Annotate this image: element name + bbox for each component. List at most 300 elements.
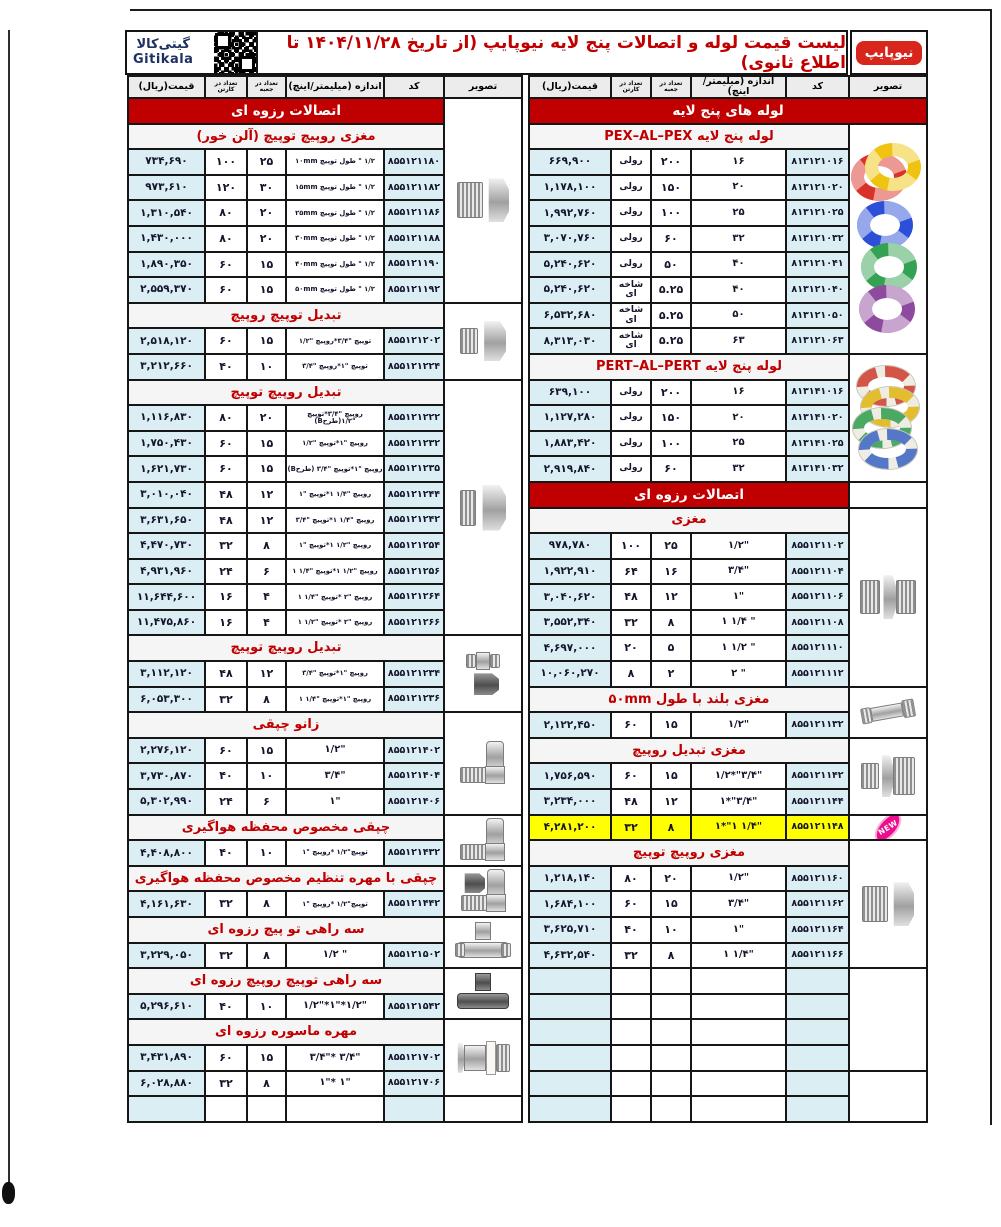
price-cell: ۶۳۹,۱۰۰ (530, 381, 610, 405)
box-qty-cell: ۶ (248, 790, 285, 814)
carton-qty-cell: ۶۰ (206, 457, 246, 481)
box-qty-cell (652, 969, 690, 993)
price-cell: ۳,۰۱۰,۰۴۰ (129, 483, 204, 507)
box-qty-cell: ۱۰۰ (652, 432, 690, 456)
code-cell: ۸۵۵۱۲۱۱۸۸ (385, 227, 443, 251)
code-cell (385, 1097, 443, 1121)
box-qty-cell: ۴ (248, 611, 285, 635)
product-image-empty (850, 483, 926, 507)
fittings-table-left (127, 75, 523, 1123)
code-cell: ۸۵۵۱۲۱۴۴۲ (385, 892, 443, 916)
size-cell: توپیچ "۱*روپیچ "۳/۴ (287, 355, 383, 379)
price-cell: ۵,۲۴۰,۶۲۰ (530, 253, 610, 277)
section-header: مغزی تبدیل روپیچ (530, 739, 848, 763)
section-header: تبدیل روپیچ توپیچ (129, 381, 443, 405)
code-cell: ۸۱۳۱۲۱۰۵۰ (787, 304, 848, 328)
size-cell: ۵۰ (692, 304, 785, 328)
price-cell: ۷۳۴,۶۹۰ (129, 150, 204, 174)
new-badge-icon: NEW (850, 816, 926, 840)
box-qty-cell: ۲۵ (248, 150, 285, 174)
size-cell: ۱/۲" (287, 739, 383, 763)
code-cell: ۸۵۵۱۲۱۲۲۲ (385, 406, 443, 430)
price-cell (129, 1097, 204, 1121)
code-cell: ۸۵۵۱۲۱۱۰۲ (787, 534, 848, 558)
section-header: مهره ماسوره رزوه ای (129, 1020, 443, 1044)
size-cell: ۱ ۱/۴" (692, 944, 785, 968)
price-cell: ۱,۱۱۶,۸۳۰ (129, 406, 204, 430)
box-qty-cell: ۱۵ (248, 278, 285, 302)
size-cell (692, 1046, 785, 1070)
carton-qty-cell: ۳۲ (206, 1072, 246, 1096)
code-cell: ۸۱۳۱۲۱۰۱۶ (787, 150, 848, 174)
price-cell: ۳,۰۷۰,۷۶۰ (530, 227, 610, 251)
section-header: چپقی مخصوص محفظه هواگیری (129, 816, 443, 840)
price-cell: ۲,۹۱۹,۸۴۰ (530, 457, 610, 481)
carton-qty-cell: ۳۲ (206, 688, 246, 712)
box-qty-cell (652, 1046, 690, 1070)
column-header-per-carton: تعداد در کارتن (206, 77, 246, 97)
code-cell (787, 1097, 848, 1121)
code-cell: ۸۵۵۱۲۱۲۴۲ (385, 509, 443, 533)
box-qty-cell: ۱۰ (248, 841, 285, 865)
code-cell: ۸۵۵۱۲۱۱۳۲ (787, 713, 848, 737)
page-frame-top (130, 9, 992, 11)
price-cell: ۴,۴۰۸,۸۰۰ (129, 841, 204, 865)
size-cell: ۱/۲" (692, 713, 785, 737)
carton-qty-cell (612, 995, 650, 1019)
code-cell: ۸۵۵۱۲۱۱۹۲ (385, 278, 443, 302)
size-cell: ۱" (287, 790, 383, 814)
box-qty-cell: ۲۰ (248, 406, 285, 430)
box-qty-cell: ۸ (248, 944, 285, 968)
product-image-elbow (445, 816, 521, 865)
size-cell: ۲۰ (692, 406, 785, 430)
box-qty-cell: ۸ (652, 816, 690, 840)
price-cell: ۱,۸۸۳,۴۲۰ (530, 432, 610, 456)
code-cell: ۸۵۵۱۲۱۲۳۶ (385, 688, 443, 712)
box-qty-cell: ۲ (652, 662, 690, 686)
box-qty-cell: ۱۰۰ (652, 201, 690, 225)
code-cell: ۸۱۳۱۴۱۰۲۰ (787, 406, 848, 430)
carton-qty-cell: ۸۰ (206, 227, 246, 251)
size-cell: ۱/۲" (692, 534, 785, 558)
box-qty-cell: ۱۲ (652, 585, 690, 609)
carton-qty-cell: ۳۲ (206, 892, 246, 916)
carton-qty-cell: ۴۰ (206, 764, 246, 788)
code-cell: ۸۵۵۱۲۱۱۴۸ (787, 816, 848, 840)
code-cell: ۸۵۵۱۲۱۲۰۲ (385, 329, 443, 353)
box-qty-cell: ۱۰ (248, 764, 285, 788)
newpipe-logo-box (850, 30, 928, 75)
price-cell: ۳,۴۳۱,۸۹۰ (129, 1046, 204, 1070)
price-cell (530, 1020, 610, 1044)
size-cell: روپیچ "۱/۴ ۱*توپیچ "۳/۴ (287, 509, 383, 533)
carton-qty-cell: ۳۲ (612, 611, 650, 635)
size-cell (692, 995, 785, 1019)
carton-qty-cell (206, 1097, 246, 1121)
size-cell: ۲ " (692, 662, 785, 686)
code-cell: ۸۱۳۱۴۱۰۲۵ (787, 432, 848, 456)
carton-qty-cell: ۱۶ (206, 611, 246, 635)
box-qty-cell (248, 1097, 285, 1121)
carton-qty-cell: ۶۰ (206, 329, 246, 353)
price-cell: ۳,۶۲۵,۷۱۰ (530, 918, 610, 942)
product-image-tee-dark (445, 969, 521, 1018)
column-header-per-box: تعداد در جعبه (248, 77, 285, 97)
size-cell: ۱/۲ " طول توپیچ ۱۰mm (287, 150, 383, 174)
code-cell: ۸۵۵۱۲۱۱۶۲ (787, 892, 848, 916)
product-image-tee (445, 918, 521, 967)
price-cell: ۱,۱۷۸,۱۰۰ (530, 176, 610, 200)
size-cell: ۴۰ (692, 278, 785, 302)
price-cell: ۸,۳۱۳,۰۳۰ (530, 329, 610, 353)
column-header-price: قیمت(ریال) (530, 77, 610, 97)
code-cell: ۸۵۵۱۲۱۷۰۶ (385, 1072, 443, 1096)
carton-qty-cell: ۶۰ (612, 713, 650, 737)
carton-qty-cell: ۱۰۰ (612, 534, 650, 558)
box-qty-cell: ۱۰ (652, 918, 690, 942)
box-qty-cell: ۶ (248, 560, 285, 584)
carton-qty-cell: ۶۰ (206, 278, 246, 302)
size-cell: ۱/۲ " طول توپیچ ۵۰mm (287, 278, 383, 302)
carton-qty-cell: شاخه ای (612, 329, 650, 353)
size-cell: ۱/۲" (692, 867, 785, 891)
code-cell: ۸۱۳۱۲۱۰۲۰ (787, 176, 848, 200)
carton-qty-cell: رولی (612, 176, 650, 200)
code-cell: ۸۵۵۱۲۱۲۴۴ (385, 483, 443, 507)
carton-qty-cell: ۶۰ (206, 253, 246, 277)
box-qty-cell: ۸ (248, 688, 285, 712)
price-cell: ۵,۲۴۰,۶۲۰ (530, 278, 610, 302)
price-cell: ۴,۲۸۱,۲۰۰ (530, 816, 610, 840)
product-image-reducing-socket (445, 304, 521, 379)
carton-qty-cell: ۶۰ (206, 739, 246, 763)
box-qty-cell (652, 1072, 690, 1096)
column-header-image: تصویر (850, 77, 926, 97)
price-cell: ۶,۰۲۸,۸۸۰ (129, 1072, 204, 1096)
section-header: مغزی (530, 509, 848, 533)
box-qty-cell (652, 1020, 690, 1044)
code-cell (787, 1020, 848, 1044)
code-cell: ۸۵۵۱۲۱۱۶۰ (787, 867, 848, 891)
box-qty-cell: ۸ (652, 944, 690, 968)
box-qty-cell: ۵.۲۵ (652, 329, 690, 353)
carton-qty-cell: ۴۰ (612, 918, 650, 942)
scan-artifact (2, 1182, 15, 1204)
price-cell: ۱,۹۹۲,۷۶۰ (530, 201, 610, 225)
code-cell: ۸۵۵۱۲۱۲۵۴ (385, 534, 443, 558)
product-image-reducing-bush (445, 381, 521, 635)
column-header-size: اندازه (میلیمتر/اینچ) (692, 77, 785, 97)
price-cell: ۱,۹۲۲,۹۱۰ (530, 560, 610, 584)
category-banner: اتصالات رزوه ای (530, 483, 848, 507)
size-cell: ۱/۲ " طول توپیچ ۳۰mm (287, 227, 383, 251)
carton-qty-cell: ۳۲ (206, 534, 246, 558)
size-cell: ۳/۴" (692, 892, 785, 916)
price-cell: ۱,۲۱۸,۱۴۰ (530, 867, 610, 891)
size-cell: توپیچ"۱/۲ *روپیچ "۱ (287, 892, 383, 916)
size-cell: ۶۳ (692, 329, 785, 353)
section-header: تبدیل روپیچ توپیچ (129, 636, 443, 660)
box-qty-cell: ۱۰ (248, 995, 285, 1019)
price-cell: ۶۶۹,۹۰۰ (530, 150, 610, 174)
section-header: مغزی روپیچ توپیچ (530, 841, 848, 865)
code-cell: ۸۵۵۱۲۱۲۳۵ (385, 457, 443, 481)
size-cell (287, 1097, 383, 1121)
box-qty-cell: ۲۰ (652, 867, 690, 891)
code-cell: ۸۵۵۱۲۱۱۴۴ (787, 790, 848, 814)
product-image-bushing-coupling (445, 99, 521, 302)
price-cell: ۴,۶۳۲,۵۴۰ (530, 944, 610, 968)
price-cell: ۳,۱۱۲,۱۲۰ (129, 662, 204, 686)
column-header-image: تصویر (445, 77, 521, 97)
carton-qty-cell: ۲۰ (612, 636, 650, 660)
price-cell: ۲,۵۵۹,۳۷۰ (129, 278, 204, 302)
code-cell: ۸۵۵۱۲۱۲۳۴ (385, 662, 443, 686)
section-header: مغزی بلند با طول ۵۰mm (530, 688, 848, 712)
price-cell: ۶,۵۳۲,۶۸۰ (530, 304, 610, 328)
box-qty-cell: ۵۰ (652, 253, 690, 277)
price-cell (530, 1097, 610, 1121)
box-qty-cell: ۱۰ (248, 355, 285, 379)
code-cell: ۸۵۵۱۲۱۵۰۲ (385, 944, 443, 968)
code-cell: ۸۵۵۱۲۱۲۲۴ (385, 355, 443, 379)
box-qty-cell: ۱۵ (248, 432, 285, 456)
product-image-elbow (445, 713, 521, 813)
size-cell: ۱/۲ " طول توپیچ ۲۵mm (287, 201, 383, 225)
carton-qty-cell: رولی (612, 432, 650, 456)
carton-qty-cell: ۲۴ (206, 560, 246, 584)
box-qty-cell: ۱۲ (652, 790, 690, 814)
price-cell: ۴,۴۷۰,۷۳۰ (129, 534, 204, 558)
box-qty-cell: ۸ (652, 611, 690, 635)
column-header-code: کد (385, 77, 443, 97)
code-cell: ۸۵۵۱۲۱۲۶۶ (385, 611, 443, 635)
box-qty-cell: ۱۵ (248, 739, 285, 763)
size-cell: ۱۶ (692, 150, 785, 174)
box-qty-cell: ۱۲ (248, 662, 285, 686)
product-image-bushing-coupling (850, 841, 926, 967)
price-cell: ۴,۶۹۷,۰۰۰ (530, 636, 610, 660)
carton-qty-cell (612, 1072, 650, 1096)
code-cell: ۸۱۳۱۲۱۰۲۵ (787, 201, 848, 225)
box-qty-cell: ۱۵۰ (652, 406, 690, 430)
code-cell: ۸۱۳۱۴۱۰۳۲ (787, 457, 848, 481)
carton-qty-cell: رولی (612, 457, 650, 481)
size-cell: ۱" (692, 918, 785, 942)
code-cell: ۸۵۵۱۲۱۲۶۴ (385, 585, 443, 609)
size-cell: ۱" (692, 585, 785, 609)
box-qty-cell: ۱۵ (652, 764, 690, 788)
gitikala-name-fa: گیتی‌کالا (136, 37, 190, 53)
size-cell: روپیچ "۱*توپیچ "۳/۴ (287, 662, 383, 686)
box-qty-cell: ۵ (652, 636, 690, 660)
carton-qty-cell: ۱۶ (206, 585, 246, 609)
code-cell: ۸۵۵۱۲۱۱۸۶ (385, 201, 443, 225)
column-header-code: کد (787, 77, 848, 97)
column-header-per-carton: تعداد در کارتن (612, 77, 650, 97)
section-header: سه راهی تو پیچ رزوه ای (129, 918, 443, 942)
code-cell: ۸۱۳۱۲۱۰۴۰ (787, 278, 848, 302)
price-cell: ۳,۰۴۰,۶۲۰ (530, 585, 610, 609)
carton-qty-cell: رولی (612, 201, 650, 225)
product-image-union (445, 1020, 521, 1095)
carton-qty-cell: ۴۸ (612, 790, 650, 814)
size-cell: روپیچ "۱*توپیچ "۱/۴ ۱ (287, 688, 383, 712)
product-image-pert-pipes (850, 355, 926, 481)
size-cell: ۱*"۱ ۱/۴" (692, 816, 785, 840)
carton-qty-cell: شاخه ای (612, 304, 650, 328)
carton-qty-cell: ۴۰ (206, 995, 246, 1019)
column-header-price: قیمت(ریال) (129, 77, 204, 97)
carton-qty-cell: شاخه ای (612, 278, 650, 302)
price-cell: ۱۱,۶۴۴,۶۰۰ (129, 585, 204, 609)
size-cell: ۱/۲ " طول توپیچ ۴۰mm (287, 253, 383, 277)
size-cell: ۱ ۱/۲ " (692, 636, 785, 660)
carton-qty-cell: ۳۲ (206, 944, 246, 968)
newpipe-brand-badge: نیوپایپ (856, 41, 923, 65)
carton-qty-cell: ۴۸ (206, 483, 246, 507)
carton-qty-cell: ۶۰ (612, 764, 650, 788)
price-cell: ۱۱,۴۷۵,۸۶۰ (129, 611, 204, 635)
category-banner: اتصالات رزوه ای (129, 99, 443, 123)
code-cell: ۸۱۳۱۴۱۰۱۶ (787, 381, 848, 405)
code-cell: ۸۵۵۱۲۱۵۴۲ (385, 995, 443, 1019)
box-qty-cell (652, 995, 690, 1019)
price-cell: ۳,۵۵۲,۳۴۰ (530, 611, 610, 635)
page-title: لیست قیمت لوله و اتصالات پنج لایه نیوپایپ (از تاریخ ۱۴۰۴/۱۱/۲۸ تا اطلاع ثانوی) (256, 30, 848, 75)
category-banner: لوله های پنج لایه (530, 99, 926, 123)
code-cell: ۸۵۵۱۲۱۴۰۲ (385, 739, 443, 763)
price-cell: ۴,۱۶۱,۶۳۰ (129, 892, 204, 916)
size-cell: روپیچ "۱/۴ ۱*توپیچ "۱ (287, 483, 383, 507)
code-cell: ۸۵۵۱۲۱۱۸۲ (385, 176, 443, 200)
size-cell: ۱/۲ " (287, 944, 383, 968)
size-cell: ۳۲ (692, 227, 785, 251)
code-cell: ۸۵۵۱۲۱۱۴۲ (787, 764, 848, 788)
price-cell: ۱,۶۲۱,۷۳۰ (129, 457, 204, 481)
carton-qty-cell: ۱۰۰ (206, 150, 246, 174)
size-cell: ۱*"۳/۴" (692, 790, 785, 814)
carton-qty-cell: رولی (612, 150, 650, 174)
size-cell: ۱ ۱/۴ " (692, 611, 785, 635)
box-qty-cell: ۲۰۰ (652, 150, 690, 174)
product-image-two-fittings (445, 636, 521, 711)
product-image-coupling (850, 509, 926, 686)
box-qty-cell: ۵.۲۵ (652, 278, 690, 302)
box-qty-cell: ۱۲ (248, 509, 285, 533)
column-header-size: اندازه (میلیمتر/اینچ) (287, 77, 383, 97)
code-cell: ۸۵۵۱۲۱۱۱۲ (787, 662, 848, 686)
size-cell: ۳/۴"* ۳/۴" (287, 1046, 383, 1070)
code-cell: ۸۵۵۱۲۱۱۹۰ (385, 253, 443, 277)
price-cell: ۱,۷۵۶,۵۹۰ (530, 764, 610, 788)
carton-qty-cell (612, 1020, 650, 1044)
price-cell: ۱۰,۰۶۰,۲۷۰ (530, 662, 610, 686)
box-qty-cell: ۲۰۰ (652, 381, 690, 405)
price-cell: ۲,۱۲۲,۴۵۰ (530, 713, 610, 737)
carton-qty-cell: رولی (612, 406, 650, 430)
box-qty-cell (652, 1097, 690, 1121)
size-cell: ۳/۴" (692, 560, 785, 584)
code-cell: ۸۱۳۱۲۱۰۳۲ (787, 227, 848, 251)
carton-qty-cell: ۸۰ (612, 867, 650, 891)
size-cell: ۱/۲ " طول توپیچ ۱۵mm (287, 176, 383, 200)
code-cell: ۸۵۵۱۲۱۴۳۲ (385, 841, 443, 865)
code-cell: ۸۵۵۱۲۱۱۸۰ (385, 150, 443, 174)
size-cell: ۱۶ (692, 381, 785, 405)
price-cell: ۵,۳۰۲,۹۹۰ (129, 790, 204, 814)
carton-qty-cell: ۸ (612, 662, 650, 686)
product-image-empty (850, 1072, 926, 1121)
box-qty-cell: ۲۰ (248, 227, 285, 251)
size-cell: ۲۰ (692, 176, 785, 200)
column-header-per-box: تعداد در جعبه (652, 77, 690, 97)
carton-qty-cell: رولی (612, 253, 650, 277)
price-cell: ۱,۶۸۴,۱۰۰ (530, 892, 610, 916)
box-qty-cell: ۱۵ (652, 892, 690, 916)
pipes-fittings-table-right (528, 75, 928, 1123)
box-qty-cell: ۲۰ (248, 201, 285, 225)
price-cell: ۱,۷۵۰,۴۳۰ (129, 432, 204, 456)
carton-qty-cell: ۴۰ (206, 355, 246, 379)
gitikala-name-en: Gitikala (133, 51, 194, 67)
carton-qty-cell: ۱۲۰ (206, 176, 246, 200)
price-cell: ۵,۲۹۶,۶۱۰ (129, 995, 204, 1019)
size-cell: روپیچ "۱/۲ ۱*توپیچ "۱/۴ ۱ (287, 560, 383, 584)
size-cell: توپیچ"۱/۲ *روپیچ "۱ (287, 841, 383, 865)
carton-qty-cell: ۸۰ (206, 201, 246, 225)
size-cell: ۱/۲*"۳/۴" (692, 764, 785, 788)
carton-qty-cell: ۶۰ (206, 432, 246, 456)
carton-qty-cell: ۴۸ (206, 509, 246, 533)
size-cell (692, 969, 785, 993)
price-cell (530, 995, 610, 1019)
box-qty-cell: ۱۵ (248, 457, 285, 481)
section-header: تبدیل توپیچ روپیچ (129, 304, 443, 328)
size-cell: روپیچ "۲ *توپیچ "۱/۴ ۱ (287, 585, 383, 609)
product-image-long-nipple (850, 688, 926, 737)
price-cell: ۲,۵۱۸,۱۲۰ (129, 329, 204, 353)
carton-qty-cell: ۴۸ (206, 662, 246, 686)
carton-qty-cell (612, 1046, 650, 1070)
price-cell: ۱,۳۱۰,۵۴۰ (129, 201, 204, 225)
carton-qty-cell: ۶۰ (206, 1046, 246, 1070)
carton-qty-cell: ۶۴ (612, 560, 650, 584)
box-qty-cell: ۳۰ (248, 176, 285, 200)
page-frame-left (8, 30, 10, 1188)
carton-qty-cell: ۲۴ (206, 790, 246, 814)
section-header: لوله پنج لایه PEX–AL–PEX (530, 125, 848, 149)
size-cell: توپیچ "۳/۴*روپیچ "۱/۲ (287, 329, 383, 353)
section-header: زانو چپقی (129, 713, 443, 737)
size-cell: روپیچ "۳/۴*توپیچ "۱/۲(طرحB) (287, 406, 383, 430)
price-cell: ۴,۹۳۱,۹۶۰ (129, 560, 204, 584)
box-qty-cell: ۶۰ (652, 457, 690, 481)
carton-qty-cell: ۸۰ (206, 406, 246, 430)
size-cell: روپیچ "۱*توپیچ "۱/۲ (287, 432, 383, 456)
code-cell: ۸۵۵۱۲۱۱۱۰ (787, 636, 848, 660)
box-qty-cell: ۱۶ (652, 560, 690, 584)
code-cell (787, 995, 848, 1019)
code-cell: ۸۵۵۱۲۱۲۵۶ (385, 560, 443, 584)
box-qty-cell: ۶۰ (652, 227, 690, 251)
price-cell: ۲,۲۷۶,۱۲۰ (129, 739, 204, 763)
carton-qty-cell: ۴۸ (612, 585, 650, 609)
price-cell (530, 1072, 610, 1096)
code-cell: ۸۵۵۱۲۱۱۰۸ (787, 611, 848, 635)
carton-qty-cell: رولی (612, 381, 650, 405)
